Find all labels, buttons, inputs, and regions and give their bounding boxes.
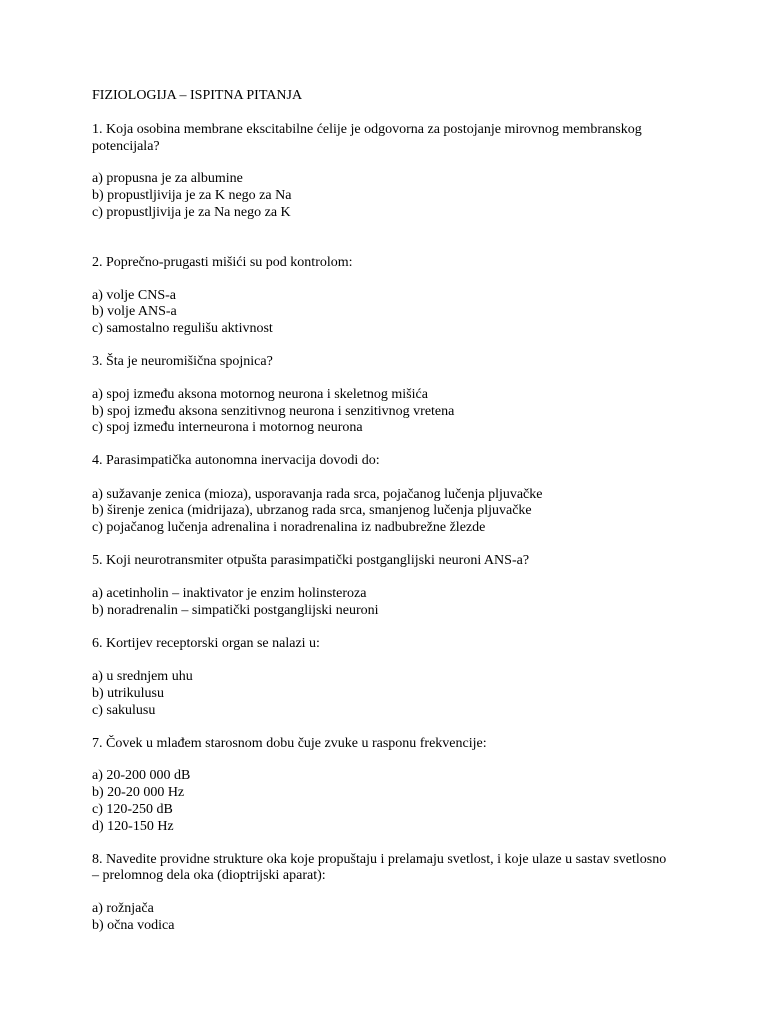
question-8-text-cont: – prelomnog dela oka (dioptrijski aparat): bbox=[92, 868, 326, 883]
question-2-answer-b: b) volje ANS-a bbox=[92, 304, 177, 319]
question-4-answer-a: a) sužavanje zenica (mioza), usporavanja rada srca, pojačanog lučenja pljuvačke bbox=[92, 487, 543, 502]
question-5-answer-a: a) acetinholin – inaktivator je enzim holinsteroza bbox=[92, 586, 367, 601]
question-6-answer-b: b) utrikulusu bbox=[92, 686, 164, 701]
question-1-text: 1. Koja osobina membrane ekscitabilne ćelije je odgovorna za postojanje mirovnog membranskog bbox=[92, 122, 642, 137]
question-6-answer-c: c) sakulusu bbox=[92, 703, 156, 718]
question-2-answer-a: a) volje CNS-a bbox=[92, 288, 176, 303]
question-2-answer-c: c) samostalno regulišu aktivnost bbox=[92, 321, 273, 336]
question-6-text: 6. Kortijev receptorski organ se nalazi u: bbox=[92, 636, 320, 651]
question-4-answer-b: b) širenje zenica (midrijaza), ubrzanog rada srca, smanjenog lučenja pljuvačke bbox=[92, 503, 532, 518]
question-7-text: 7. Čovek u mlađem starosnom dobu čuje zvuke u rasponu frekvencije: bbox=[92, 736, 487, 751]
question-1-answer-b: b) propustljivija je za K nego za Na bbox=[92, 188, 292, 203]
question-6-answer-a: a) u srednjem uhu bbox=[92, 669, 193, 684]
question-7-answer-d: d) 120-150 Hz bbox=[92, 819, 174, 834]
question-5-answer-b: b) noradrenalin – simpatički postganglijski neuroni bbox=[92, 603, 379, 618]
question-5-text: 5. Koji neurotransmiter otpušta parasimpatički postganglijski neuroni ANS-a? bbox=[92, 553, 530, 568]
question-7-answer-b: b) 20-20 000 Hz bbox=[92, 785, 185, 800]
question-1-text-cont: potencijala? bbox=[92, 139, 160, 154]
question-1-answer-c: c) propustljivija je za Na nego za K bbox=[92, 205, 291, 220]
question-3-answer-b: b) spoj između aksona senzitivnog neurona i senzitivnog vretena bbox=[92, 404, 455, 419]
question-8-answer-b: b) očna vodica bbox=[92, 918, 175, 933]
question-2-text: 2. Poprečno-prugasti mišići su pod kontrolom: bbox=[92, 255, 353, 270]
question-3-answer-a: a) spoj između aksona motornog neurona i skeletnog mišića bbox=[92, 387, 428, 402]
question-4-text: 4. Parasimpatička autonomna inervacija dovodi do: bbox=[92, 453, 380, 468]
document-title: FIZIOLOGIJA – ISPITNA PITANJA bbox=[92, 88, 303, 103]
question-7-answer-a: a) 20-200 000 dB bbox=[92, 768, 191, 783]
question-8-answer-a: a) rožnjača bbox=[92, 901, 154, 916]
question-4-answer-c: c) pojačanog lučenja adrenalina i noradrenalina iz nadbubrežne žlezde bbox=[92, 520, 486, 535]
question-8-text: 8. Navedite providne strukture oka koje propuštaju i prelamaju svetlost, i koje ulaze u sastav svetlosno bbox=[92, 852, 667, 867]
question-7-answer-c: c) 120-250 dB bbox=[92, 802, 173, 817]
question-3-text: 3. Šta je neuromišična spojnica? bbox=[92, 354, 273, 369]
question-1-answer-a: a) propusna je za albumine bbox=[92, 171, 243, 186]
question-3-answer-c: c) spoj između interneurona i motornog neurona bbox=[92, 420, 363, 435]
